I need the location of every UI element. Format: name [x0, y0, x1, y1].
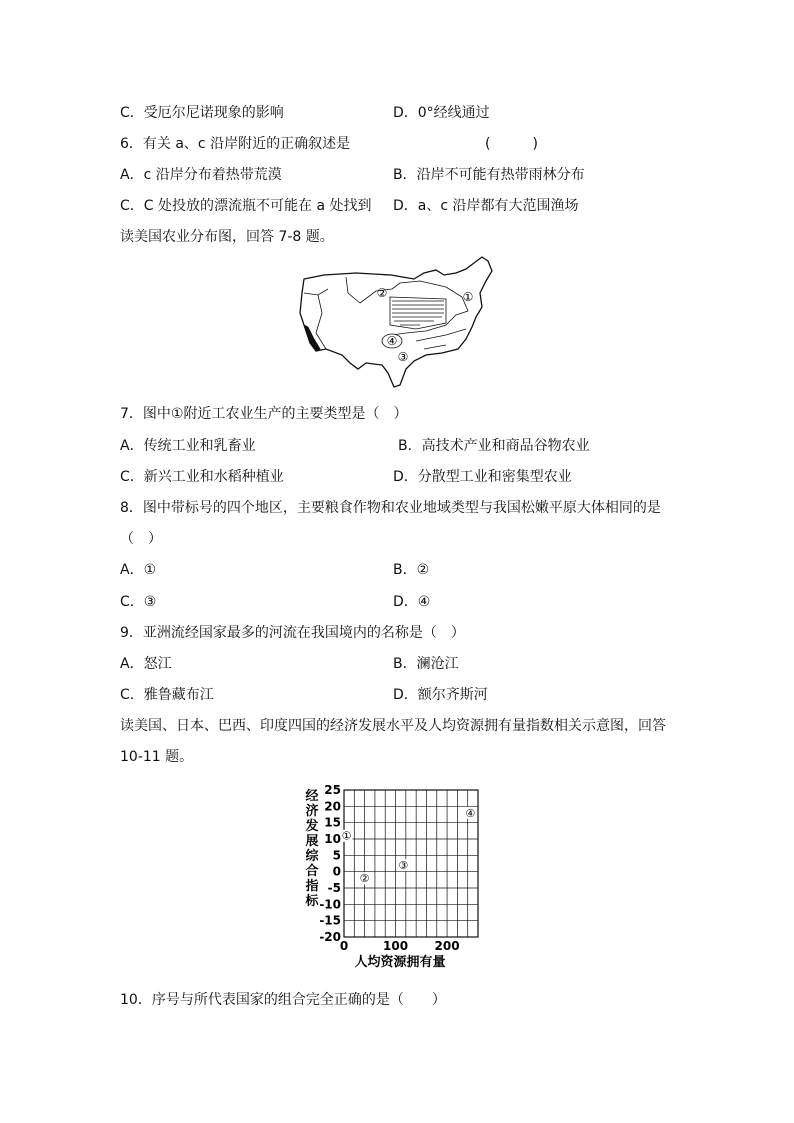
q7-option-a: A．传统工业和乳畜业: [120, 438, 256, 454]
q8-option-a: A．①: [120, 562, 157, 578]
intro-10-11-line2: 10-11 题。: [120, 749, 194, 765]
q7-option-c: C．新兴工业和水稻种植业: [120, 469, 284, 485]
y-label-char: 济: [305, 804, 319, 819]
q8-answer-paren: （ ）: [120, 531, 162, 547]
y-label-char: 综: [305, 849, 319, 864]
economy-resource-scatter-chart: [300, 782, 490, 972]
y-label-char: 标: [305, 894, 319, 909]
x-tick-label: 200: [434, 939, 460, 953]
plot-frame: [341, 790, 478, 937]
q6-option-c: C．C 处投放的漂流瓶不可能在 a 处找到: [120, 198, 372, 214]
y-label-char: 指: [305, 879, 319, 894]
intro-7-8: 读美国农业分布图，回答 7-8 题。: [120, 229, 334, 245]
q9-option-b: B．澜沧江: [393, 656, 459, 672]
q7-option-b: B．高技术产业和商品谷物农业: [398, 438, 590, 454]
y-tick-label: -10: [319, 897, 341, 912]
q6-answer-paren: ( ): [485, 136, 538, 152]
map-label-4: ④: [386, 334, 398, 348]
y-tick-label: 20: [324, 799, 341, 814]
q9-option-c: C．雅鲁藏布江: [120, 687, 214, 703]
y-tick-label: -20: [319, 930, 341, 944]
q8-option-b: B．②: [393, 562, 430, 578]
data-point-marker: ④: [465, 806, 476, 820]
y-tick-label: 10: [324, 832, 341, 846]
q10-stem: 10．序号与所代表国家的组合完全正确的是（ ）: [120, 992, 446, 1008]
data-points: [341, 807, 477, 885]
q5-option-c: C．受厄尔尼诺现象的影响: [120, 105, 284, 121]
q7-stem: 7．图中①附近工农业生产的主要类型是（ ）: [120, 406, 408, 422]
q9-option-a: A．怒江: [120, 656, 172, 672]
q6-option-a: A．c 沿岸分布着热带荒漠: [120, 167, 282, 183]
y-axis-label: [304, 788, 319, 909]
map-label-2: ②: [376, 286, 388, 300]
data-point-marker: ①: [341, 829, 352, 843]
q5-option-d: D．0°经线通过: [393, 105, 490, 121]
y-tick-label: 25: [324, 783, 341, 797]
y-tick-label: -15: [319, 913, 341, 928]
x-axis-label: 人均资源拥有量: [354, 955, 446, 970]
y-label-char: 展: [305, 834, 319, 849]
q8-stem: 8．图中带标号的四个地区，主要粮食作物和农业地域类型与我国松嫩平原大体相同的是: [120, 500, 661, 516]
data-point-marker: ③: [398, 859, 409, 873]
x-tick-label: 100: [383, 939, 409, 953]
q6-option-b: B．沿岸不可能有热带雨林分布: [393, 167, 585, 183]
y-label-char: 发: [305, 819, 319, 834]
q9-option-d: D．额尔齐斯河: [393, 687, 488, 703]
q6-stem: 6．有关 a、c 沿岸附近的正确叙述是: [120, 136, 351, 152]
q8-option-c: C．③: [120, 594, 157, 610]
us-agriculture-map: [296, 253, 502, 393]
q9-stem: 9．亚洲流经国家最多的河流在我国境内的名称是（ ）: [120, 625, 465, 641]
y-label-char: 经: [305, 789, 319, 804]
map-label-1: ①: [462, 290, 474, 304]
y-tick-label: 5: [332, 848, 341, 863]
chart-grid: [341, 790, 478, 937]
corn-belt-hatched-region: [390, 297, 446, 329]
y-label-char: 合: [305, 864, 319, 879]
q6-option-d: D．a、c 沿岸都有大范围渔场: [393, 198, 579, 214]
y-tick-label: 15: [324, 815, 341, 830]
map-label-3: ③: [397, 350, 409, 364]
q7-option-d: D．分散型工业和密集型农业: [393, 469, 572, 485]
data-point-marker: ②: [359, 872, 370, 886]
y-tick-label: -5: [327, 881, 341, 895]
intro-10-11-line1: 读美国、日本、巴西、印度四国的经济发展水平及人均资源拥有量指数相关示意图，回答: [120, 718, 666, 734]
y-axis-ticks: [319, 783, 341, 944]
q8-option-d: D．④: [393, 594, 431, 610]
x-axis-ticks: [340, 939, 460, 953]
x-tick-label: 0: [339, 939, 349, 953]
y-tick-label: 0: [332, 864, 341, 879]
